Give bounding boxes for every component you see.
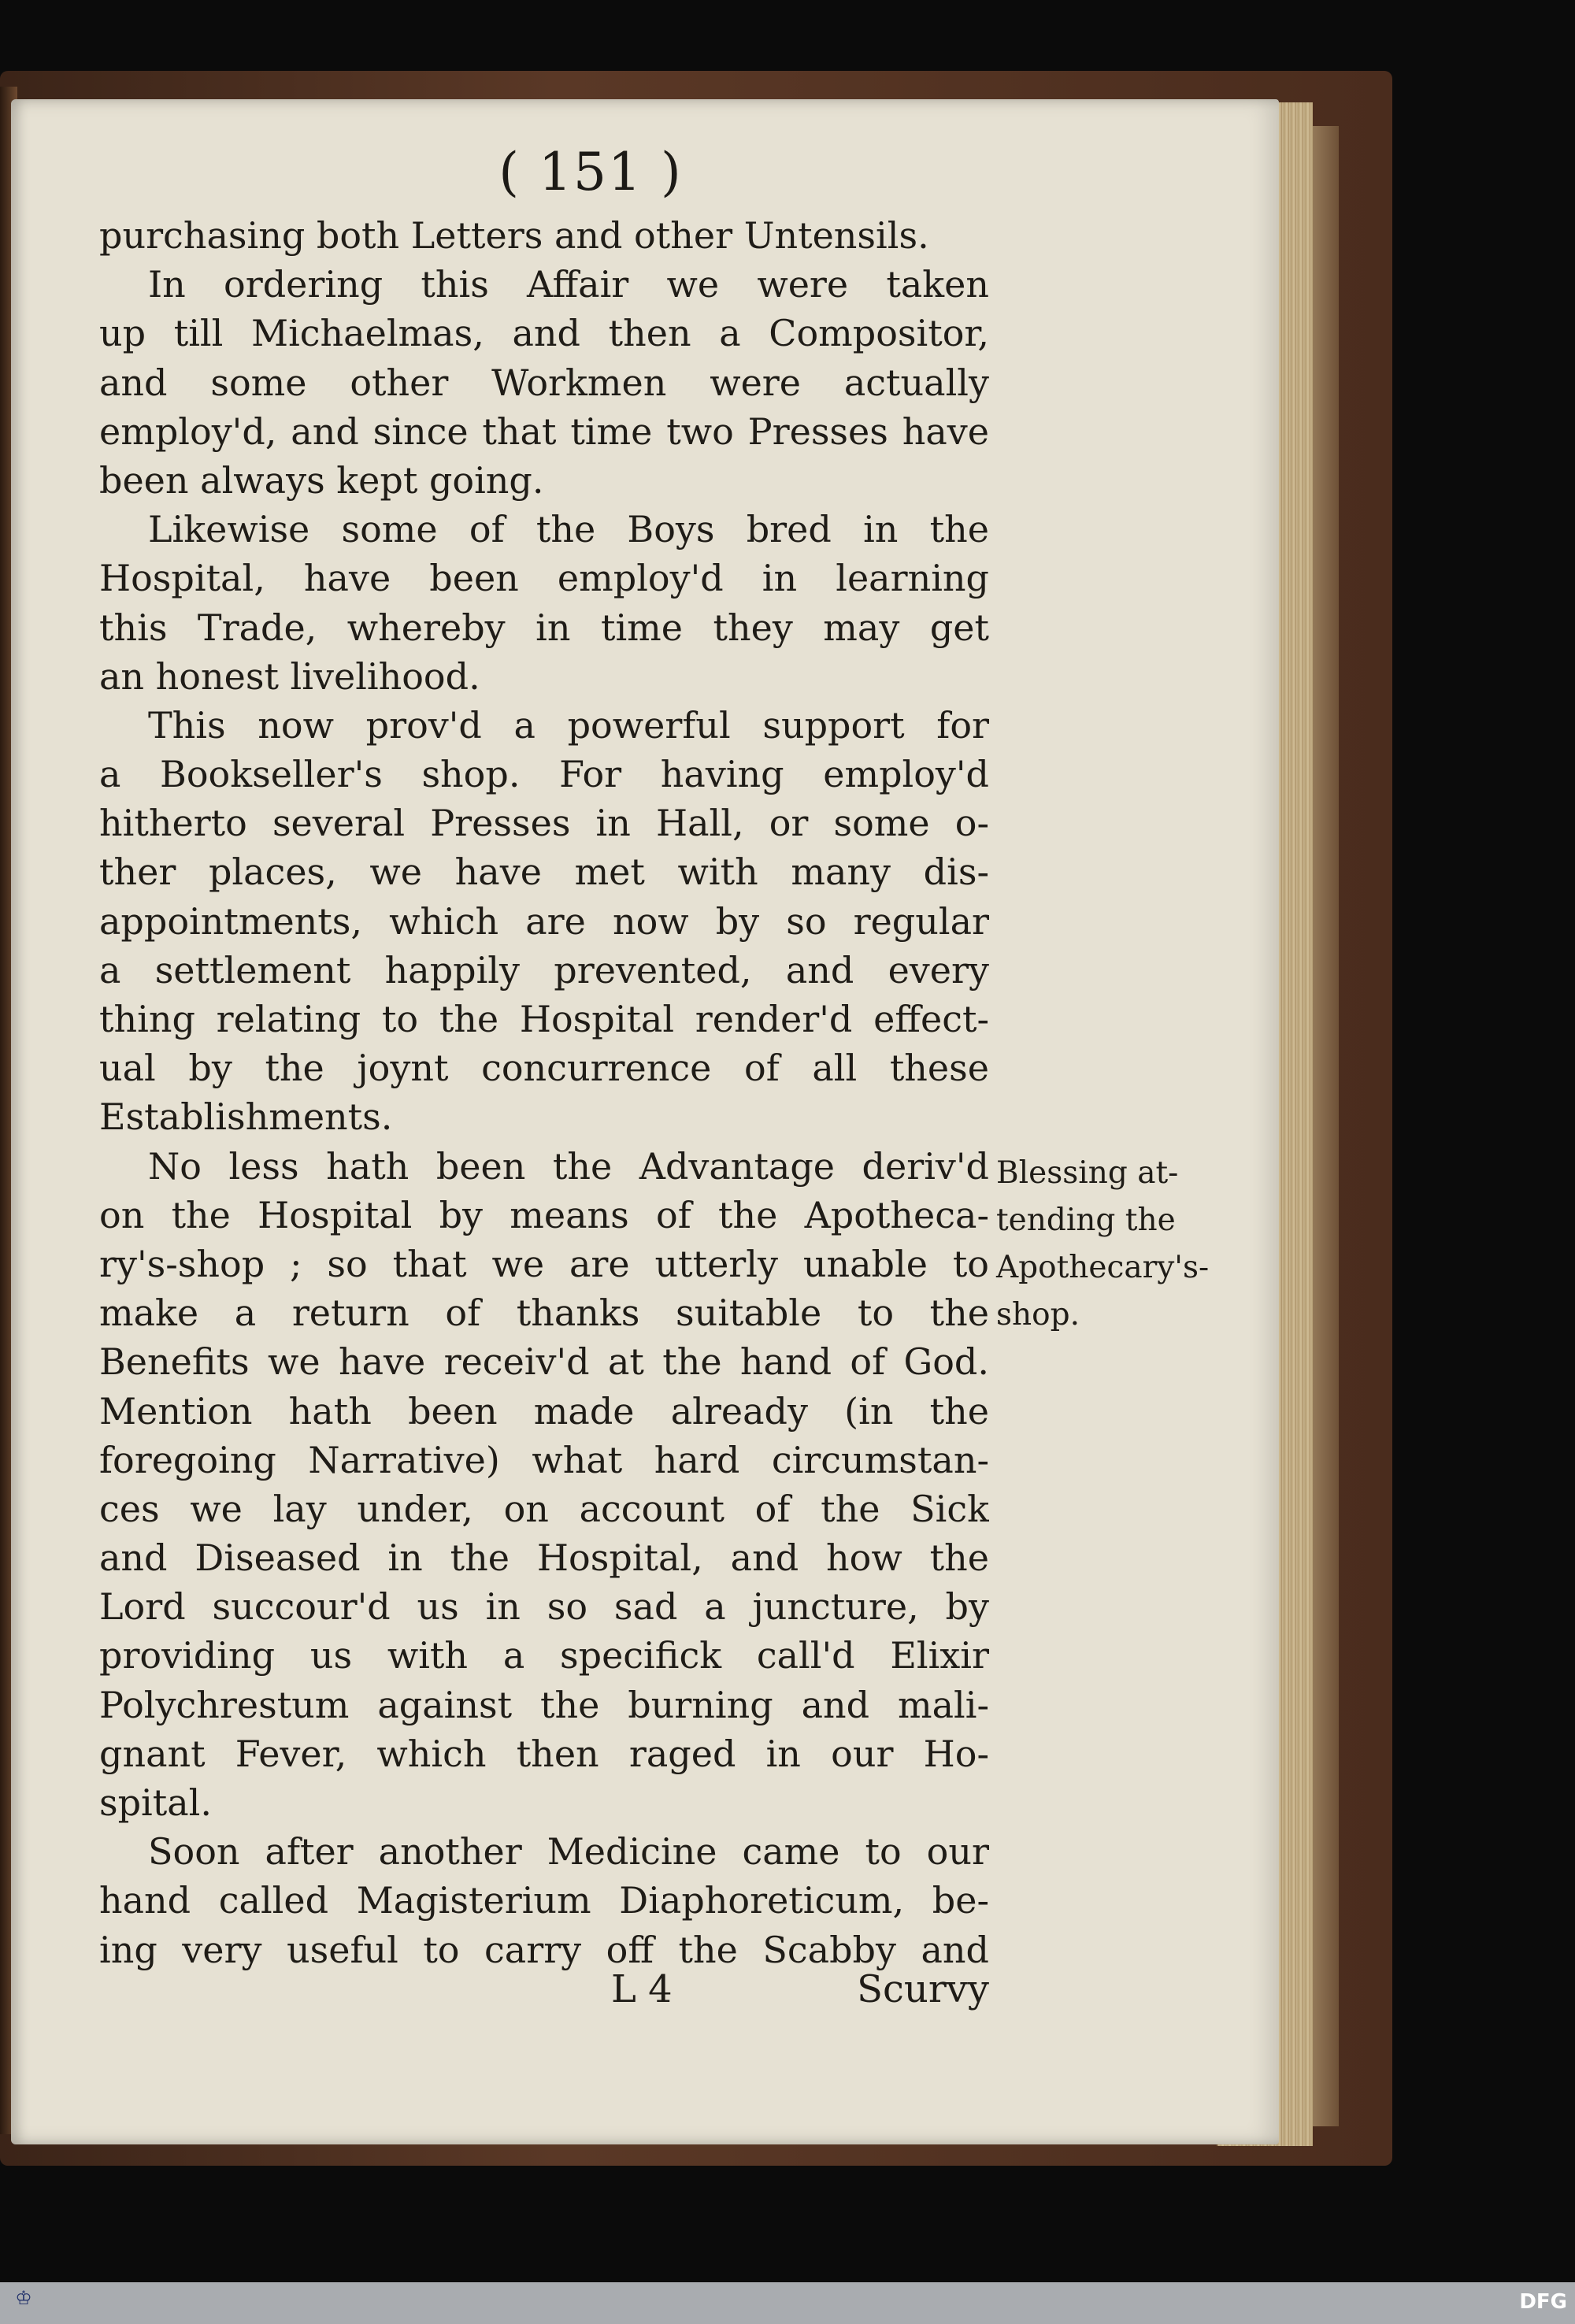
text-line: ces we lay under, on account of the Sick (99, 1487, 989, 1530)
text-line: an honest livelihood. (99, 654, 480, 698)
text-line: a Bookseller's shop. For having employ'd (99, 753, 989, 796)
text-line: ther places, we have met with many dis- (99, 851, 989, 894)
body-text (99, 211, 989, 1974)
text-line: Establishments. (99, 1095, 393, 1139)
page-footer (99, 1967, 989, 2022)
catchword: Scurvy (857, 1967, 989, 2011)
text-line: Lord succour'd us in so sad a juncture, by (99, 1585, 989, 1629)
text-line: up till Michaelmas, and then a Compositor, (99, 312, 989, 355)
text-line: providing us with a specifick call'd Elixir (99, 1634, 989, 1677)
text-line: ual by the joynt concurrence of all these (99, 1047, 989, 1090)
text-line: thing relating to the Hospital render'd effect- (99, 998, 989, 1040)
text-line: spital. (99, 1781, 213, 1824)
text-line: No less hath been the Advantage deriv'd (148, 1144, 989, 1188)
text-line: appointments, which are now by so regular (99, 899, 989, 943)
text-line: This now prov'd a powerful support for (148, 703, 989, 747)
text-line: make a return of thanks suitable to the (99, 1292, 989, 1335)
signature-mark: L 4 (611, 1967, 673, 2011)
text-line: been always kept going. (99, 458, 544, 502)
margin-note (996, 1150, 1232, 1339)
text-line: employ'd, and since that time two Presses have (99, 410, 989, 453)
text-line: a settlement happily prevented, and every (99, 948, 989, 991)
text-line: Benefits we have receiv'd at the hand of God. (99, 1340, 989, 1384)
dfg-logo: DFG (1519, 2290, 1567, 2314)
text-line: foregoing Narrative) what hard circumstan- (99, 1438, 989, 1481)
text-line: Mention hath been made already (in the (99, 1389, 989, 1433)
text-line: ry's-shop ; so that we are utterly unable to (99, 1242, 989, 1285)
text-line: Soon after another Medicine came to our (148, 1830, 989, 1874)
text-line: Polychrestum against the burning and mali- (99, 1683, 989, 1726)
text-line: Likewise some of the Boys bred in the (148, 508, 989, 551)
margin-note-line: shop. (996, 1297, 1080, 1333)
text-line: this Trade, whereby in time they may get (99, 606, 989, 649)
text-line: purchasing both Letters and other Untensils. (99, 214, 929, 257)
margin-note-line: Apothecary's- (996, 1250, 1210, 1285)
text-line: Hospital, have been employ'd in learning (99, 557, 989, 600)
margin-note-line: Blessing at- (996, 1155, 1179, 1191)
viewer-footer-bar (0, 2282, 1575, 2324)
text-line: ing very useful to carry off the Scabby and (99, 1928, 989, 1971)
text-line: gnant Fever, which then raged in our Ho- (99, 1732, 989, 1775)
margin-note-line: tending the (996, 1203, 1176, 1238)
library-logo-icon: ♔ (15, 2287, 32, 2309)
text-line: hand called Magisterium Diaphoreticum, be- (99, 1879, 989, 1922)
text-line: hitherto several Presses in Hall, or some o- (99, 802, 989, 845)
text-line: on the Hospital by means of the Apotheca- (99, 1193, 989, 1236)
text-line: and some other Workmen were actually (99, 361, 989, 404)
text-line: In ordering this Affair we were taken (148, 263, 989, 306)
text-line: and Diseased in the Hospital, and how the (99, 1536, 989, 1580)
page-header: ( 151 ) (498, 142, 683, 202)
